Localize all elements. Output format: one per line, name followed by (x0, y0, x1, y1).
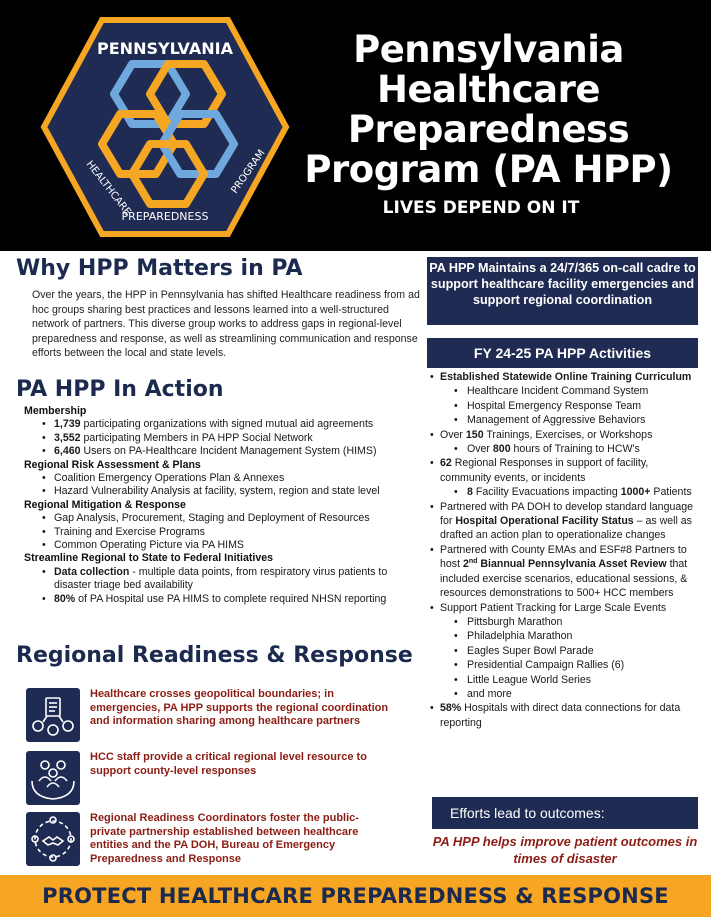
sub-list-item: • Little League World Series (454, 673, 698, 687)
list-item: • Gap Analysis, Procurement, Staging and Deployment of Resources (42, 512, 424, 525)
list-item: • 6,460 Users on PA-Healthcare Incident Management System (HIMS) (42, 445, 424, 458)
why-paragraph: Over the years, the HPP in Pennsylvania has shifted Healthcare readiness from ad hoc groups sharing best practices and lessons learned into a well-structured network of partners. This diverse group works to address gaps in regional-level preparedness and response, as well as streamlining communication and response efforts between the local and state levels. (32, 289, 420, 360)
regional-item-text: HCC staff provide a critical regional level resource to support county-level responses (90, 751, 367, 777)
list-item: • 1,739 participating organizations with signed mutual aid agreements (42, 418, 424, 431)
group-heading-membership: Membership (24, 405, 87, 417)
why-heading: Why HPP Matters in PA (16, 256, 303, 281)
sub-list-item: • Management of Aggressive Behaviors (454, 413, 698, 427)
sub-list-item: • Over 800 hours of Training to HCW's (454, 442, 698, 456)
group-heading-mitigation: Regional Mitigation & Response (24, 498, 186, 511)
group-heading-risk: Regional Risk Assessment & Plans (24, 458, 201, 471)
page-title: Pennsylvania Healthcare Preparedness Program (PA HPP) (304, 28, 673, 191)
sub-list-item: • 8 Facility Evacuations impacting 1000+ Patients (454, 485, 698, 499)
sub-list-item: • Pittsburgh Marathon (454, 615, 698, 629)
list-item: • Support Patient Tracking for Large Scale Events • Pittsburgh Marathon • Philadelphia Marathon • Eagles Super Bowl Parade • Presidential Campaign Rallies (6) • Little League World Series • and more (430, 601, 698, 702)
action-heading: PA HPP In Action (16, 377, 224, 402)
regional-heading: Regional Readiness & Response (16, 643, 413, 668)
partnership-handshake-icon (26, 812, 80, 866)
activities-list (430, 370, 698, 730)
on-call-callout: PA HPP Maintains a 24/7/365 on-call cadre to support healthcare facility emergencies and support regional coordination (427, 257, 698, 325)
regional-item (26, 751, 426, 805)
list-item: • 62 Regional Responses in support of facility, community events, or incidents • 8 Facility Evacuations impacting 1000+ Patients (430, 456, 698, 499)
regional-item-text: Regional Readiness Coordinators foster the public-private partnership established between healthcare entities and the PA DOH, Bureau of Emergency Preparedness and Response (90, 812, 359, 865)
activities-heading: FY 24-25 PA HPP Activities (427, 338, 698, 368)
list-item: • 80% of PA Hospital use PA HIMS to complete required NHSN reporting (42, 593, 424, 606)
header-banner (0, 0, 711, 251)
regional-item (26, 812, 426, 866)
list-item: • 58% Hospitals with direct data connections for data reporting (430, 701, 698, 730)
sub-list-item: • and more (454, 687, 698, 701)
list-item: • Common Operating Picture via PA HIMS (42, 539, 424, 552)
footer-banner: PROTECT HEALTHCARE PREPAREDNESS & RESPONSE (0, 875, 711, 917)
list-item: • Data collection - multiple data points, from respiratory virus patients to disaster triage bed availability (42, 566, 424, 593)
outcome-statement: PA HPP helps improve patient outcomes in times of disaster (432, 834, 698, 866)
list-item: • Partnered with PA DOH to develop standard language for Hospital Operational Facility Status – as well as drafted an action plan to operationalize changes (430, 500, 698, 543)
efforts-banner: Efforts lead to outcomes: (432, 797, 698, 829)
list-item: • Training and Exercise Programs (42, 526, 424, 539)
svg-text:PENNSYLVANIA: PENNSYLVANIA (97, 39, 233, 58)
list-item: • Coalition Emergency Operations Plan & Annexes (42, 472, 424, 485)
regional-item (26, 688, 426, 742)
pa-hpp-logo (40, 14, 290, 240)
list-item: • 3,552 participating Members in PA HPP Social Network (42, 432, 424, 445)
sub-list-item: • Eagles Super Bowl Parade (454, 644, 698, 658)
list-item: • Over 150 Trainings, Exercises, or Workshops • Over 800 hours of Training to HCW's (430, 428, 698, 457)
sub-list-item: • Philadelphia Marathon (454, 629, 698, 643)
regional-item-text: Healthcare crosses geopolitical boundaries; in emergencies, PA HPP supports the regional coordination and information sharing among healthcare partners (90, 688, 389, 728)
sub-list-item: • Healthcare Incident Command System (454, 384, 698, 398)
list-item: • Established Statewide Online Training Curriculum • Healthcare Incident Command System • Hospital Emergency Response Team • Management of Aggressive Behaviors (430, 370, 698, 428)
svg-text:HEALTHCARE: HEALTHCARE (83, 159, 133, 218)
sub-list-item: • Hospital Emergency Response Team (454, 399, 698, 413)
group-heading-streamline: Streamline Regional to State to Federal Initiatives (24, 552, 274, 565)
svg-text:PROGRAM: PROGRAM (229, 147, 268, 196)
tagline: LIVES DEPEND ON IT (382, 198, 580, 218)
list-item: • Partnered with County EMAs and ESF#8 Partners to host 2nd Biannual Pennsylvania Asset Review that included exercise scenarios, educational sessions, & resources demonstrations to 500+ HCC members (430, 543, 698, 601)
sub-list-item: • Presidential Campaign Rallies (6) (454, 658, 698, 672)
list-item: • Hazard Vulnerability Analysis at facility, system, region and state level (42, 485, 424, 498)
svg-text:PREPAREDNESS: PREPAREDNESS (121, 210, 209, 223)
network-people-icon (26, 688, 80, 742)
action-list (24, 405, 424, 606)
community-hands-icon (26, 751, 80, 805)
